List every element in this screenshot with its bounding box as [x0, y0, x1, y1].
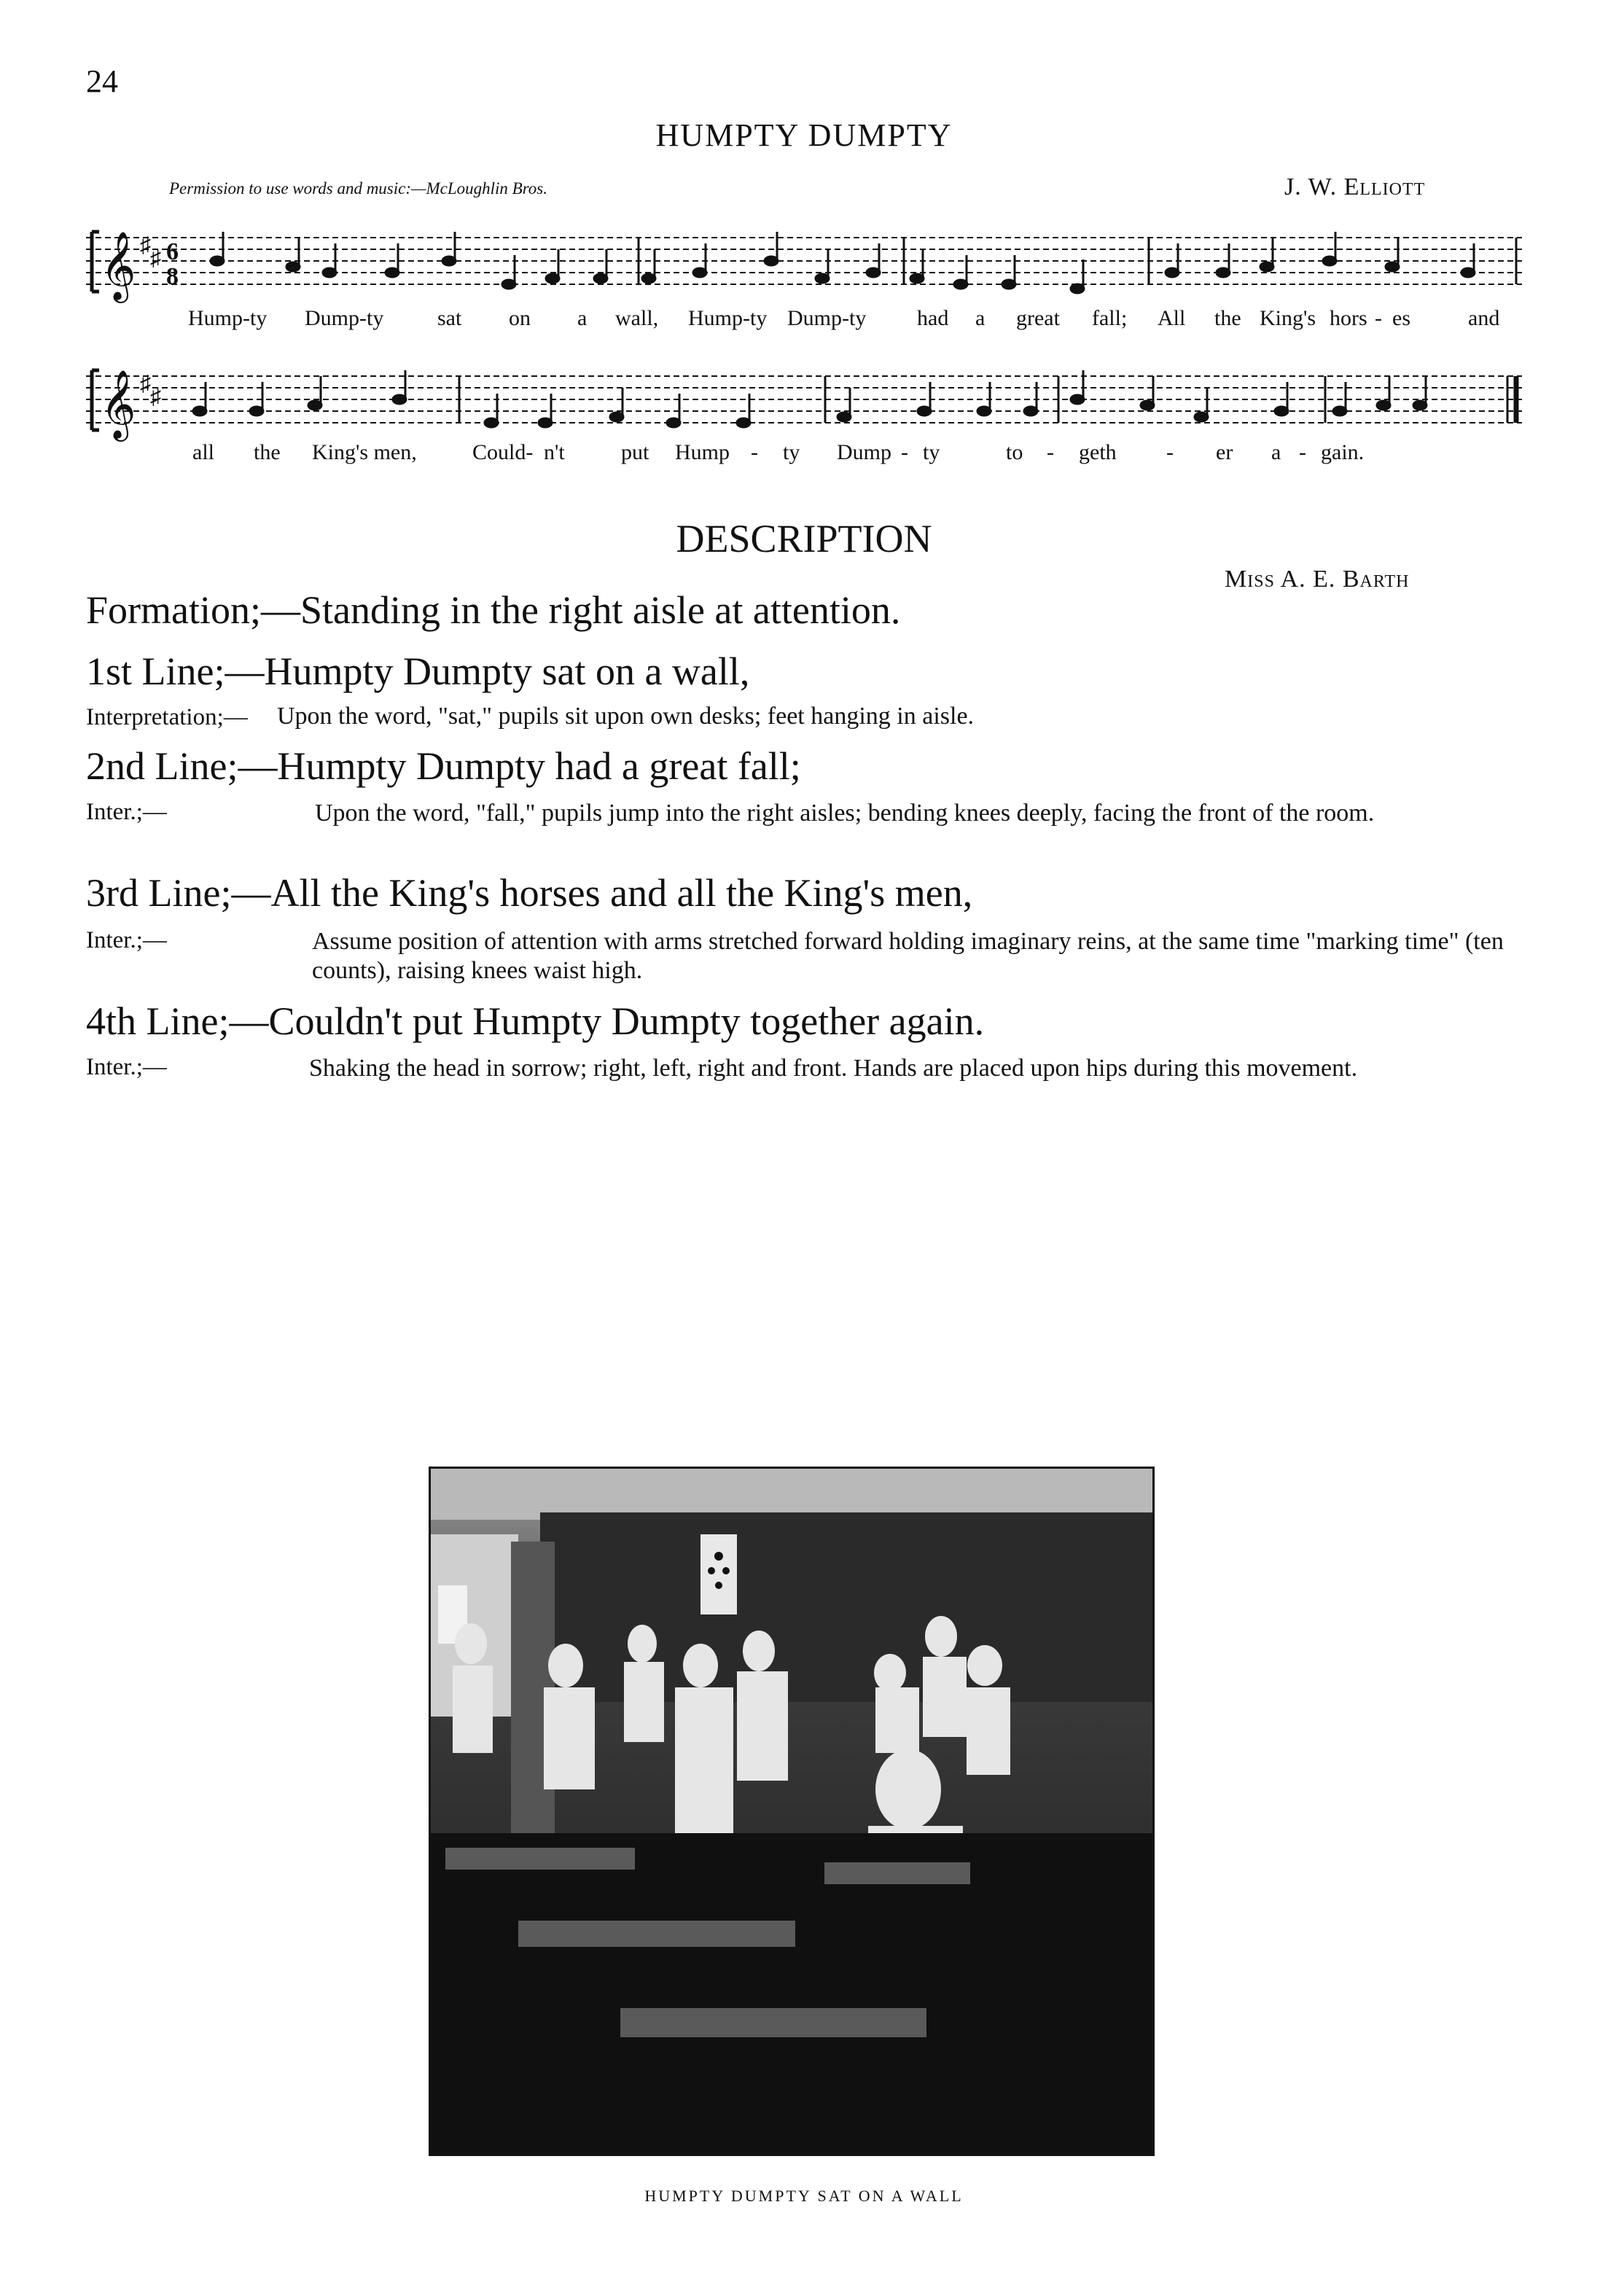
sharp-icon: ♯ — [140, 372, 151, 396]
line-1-interpretation: Upon the word, "sat," pupils sit upon own desks; feet hanging in aisle. — [277, 703, 975, 730]
lyric-syllable: fall; — [1092, 306, 1128, 330]
note-head — [737, 418, 750, 427]
lyric-syllable: - — [1375, 306, 1382, 330]
lyric-syllable: a — [577, 306, 588, 330]
note-head — [1413, 401, 1426, 410]
classroom-photo-image — [431, 1469, 1152, 2154]
line-2-label: Inter.;— — [86, 799, 167, 825]
lyric-syllable: all — [192, 440, 214, 464]
lyrics-line-1 — [86, 306, 1522, 335]
photo-caption: HUMPTY DUMPTY SAT ON A WALL — [644, 2187, 964, 2205]
svg-text:8: 8 — [166, 263, 179, 290]
note-head — [954, 280, 967, 289]
lyric-syllable: on — [509, 306, 531, 330]
note-head — [1024, 407, 1037, 415]
lyric-syllable: Dump-ty — [305, 306, 384, 330]
lyric-syllable: - — [1047, 440, 1054, 464]
note-head — [1141, 401, 1154, 410]
line-3-interpretation: Assume position of attention with arms stretched forward holding imaginary reins, at the same time "marking time" (ten counts), raising knees waist high. — [312, 928, 1504, 984]
note-head — [211, 257, 224, 265]
note-head — [765, 257, 778, 265]
treble-clef-icon: 𝄞 — [101, 231, 136, 300]
lyric-syllable: geth — [1079, 440, 1117, 464]
line-1-heading: 1st Line;—Humpty Dumpty sat on a wall, — [86, 649, 750, 693]
permission-note: Permission to use words and music:—McLoughlin Bros. — [169, 179, 547, 198]
note-head — [1275, 407, 1288, 415]
note-head — [816, 274, 829, 283]
note-head — [323, 268, 336, 277]
note-head — [286, 262, 300, 271]
note-head — [594, 274, 607, 283]
line-2-interpretation: Upon the word, "fall," pupils jump into the right aisles; bending knees deeply, facing the front of the room. — [315, 800, 1375, 827]
note-head — [1071, 395, 1084, 404]
note-head — [539, 418, 552, 427]
note-head — [502, 280, 515, 289]
music-staff-2 — [86, 357, 1522, 445]
lyric-syllable: to — [1006, 440, 1023, 464]
lyric-syllable: - — [1166, 440, 1174, 464]
lyric-syllable: Dump — [837, 440, 891, 464]
note-head — [610, 413, 623, 421]
lyric-syllable: er — [1216, 440, 1233, 464]
lyric-syllable: King's — [1260, 306, 1316, 330]
note-head — [193, 407, 206, 415]
song-title: HUMPTY DUMPTY — [655, 117, 953, 153]
lyric-syllable: All — [1158, 306, 1186, 330]
note-head — [667, 418, 680, 427]
note-head — [546, 274, 559, 283]
composer-credit: J. W. Elliott — [1284, 173, 1426, 200]
note-head — [1377, 401, 1390, 410]
lyric-syllable: - — [1299, 440, 1306, 464]
line-4-heading: 4th Line;—Couldn't put Humpty Dumpty together again. — [86, 999, 985, 1043]
page-number: 24 — [86, 63, 118, 99]
staff-2-notation — [86, 357, 1522, 445]
lyric-syllable: a — [1271, 440, 1281, 464]
arranger-credit: Miss A. E. Barth — [1225, 566, 1410, 593]
note-head — [485, 418, 498, 427]
note-head — [838, 413, 851, 421]
line-4-interpretation: Shaking the head in sorrow; right, left, right and front. Hands are placed upon hips during this movement. — [309, 1055, 1358, 1082]
lyric-syllable: King's men, — [312, 440, 417, 464]
lyric-syllable: ty — [923, 440, 940, 464]
lyric-syllable: put — [621, 440, 649, 464]
lyric-syllable: n't — [544, 440, 565, 464]
lyric-syllable: - — [751, 440, 758, 464]
note-head — [977, 407, 991, 415]
line-3-heading: 3rd Line;—All the King's horses and all the King's men, — [86, 871, 973, 915]
music-staff-1 — [86, 219, 1522, 306]
note-head — [386, 268, 399, 277]
lyric-syllable: the — [1214, 306, 1241, 330]
lyric-syllable: Could- — [472, 440, 534, 464]
lyric-syllable: Hump-ty — [688, 306, 768, 330]
description-heading: DESCRIPTION — [676, 517, 932, 561]
lyric-syllable: great — [1016, 306, 1060, 330]
note-head — [1166, 268, 1179, 277]
lyric-syllable: Dump-ty — [787, 306, 867, 330]
note-head — [442, 257, 456, 265]
note-head — [393, 395, 406, 404]
lyric-syllable: ty — [783, 440, 800, 464]
note-head — [1386, 262, 1399, 271]
note-head — [1002, 280, 1015, 289]
note-head — [1333, 407, 1346, 415]
line-4-label: Inter.;— — [86, 1054, 167, 1080]
lyric-syllable: hors — [1330, 306, 1367, 330]
note-head — [642, 274, 655, 283]
note-head — [250, 407, 263, 415]
note-head — [918, 407, 931, 415]
lyric-syllable: - — [901, 440, 908, 464]
note-head — [1195, 413, 1208, 421]
note-head — [1071, 284, 1084, 293]
lyrics-line-2 — [86, 440, 1522, 469]
svg-text:6: 6 — [166, 238, 179, 265]
lyric-syllable: a — [975, 306, 986, 330]
classroom-photo — [429, 1467, 1155, 2156]
formation-text: Formation;—Standing in the right aisle at attention. — [86, 588, 901, 632]
note-head — [1217, 268, 1230, 277]
line-1-label: Interpretation;— — [86, 704, 248, 730]
sharp-icon: ♯ — [150, 246, 161, 270]
note-head — [867, 268, 880, 277]
treble-clef-icon: 𝄞 — [101, 370, 136, 439]
lyric-syllable: and — [1468, 306, 1500, 330]
note-head — [693, 268, 706, 277]
lyric-syllable: es — [1392, 306, 1410, 330]
sharp-icon: ♯ — [150, 385, 161, 409]
note-head — [1260, 262, 1273, 271]
line-3-label: Inter.;— — [86, 927, 167, 953]
lyric-syllable: sat — [437, 306, 462, 330]
sharp-icon: ♯ — [140, 233, 151, 257]
lyric-syllable: wall, — [615, 306, 659, 330]
note-head — [308, 401, 321, 410]
lyric-syllable: the — [254, 440, 281, 464]
lyric-syllable: Hump — [675, 440, 730, 464]
lyric-syllable: had — [917, 306, 949, 330]
line-2-heading: 2nd Line;—Humpty Dumpty had a great fall; — [86, 744, 801, 788]
note-head — [910, 274, 924, 283]
lyric-syllable: Hump-ty — [188, 306, 268, 330]
note-head — [1323, 257, 1336, 265]
staff-1-notation — [86, 219, 1522, 306]
note-head — [1461, 268, 1475, 277]
lyric-syllable: gain. — [1321, 440, 1365, 464]
